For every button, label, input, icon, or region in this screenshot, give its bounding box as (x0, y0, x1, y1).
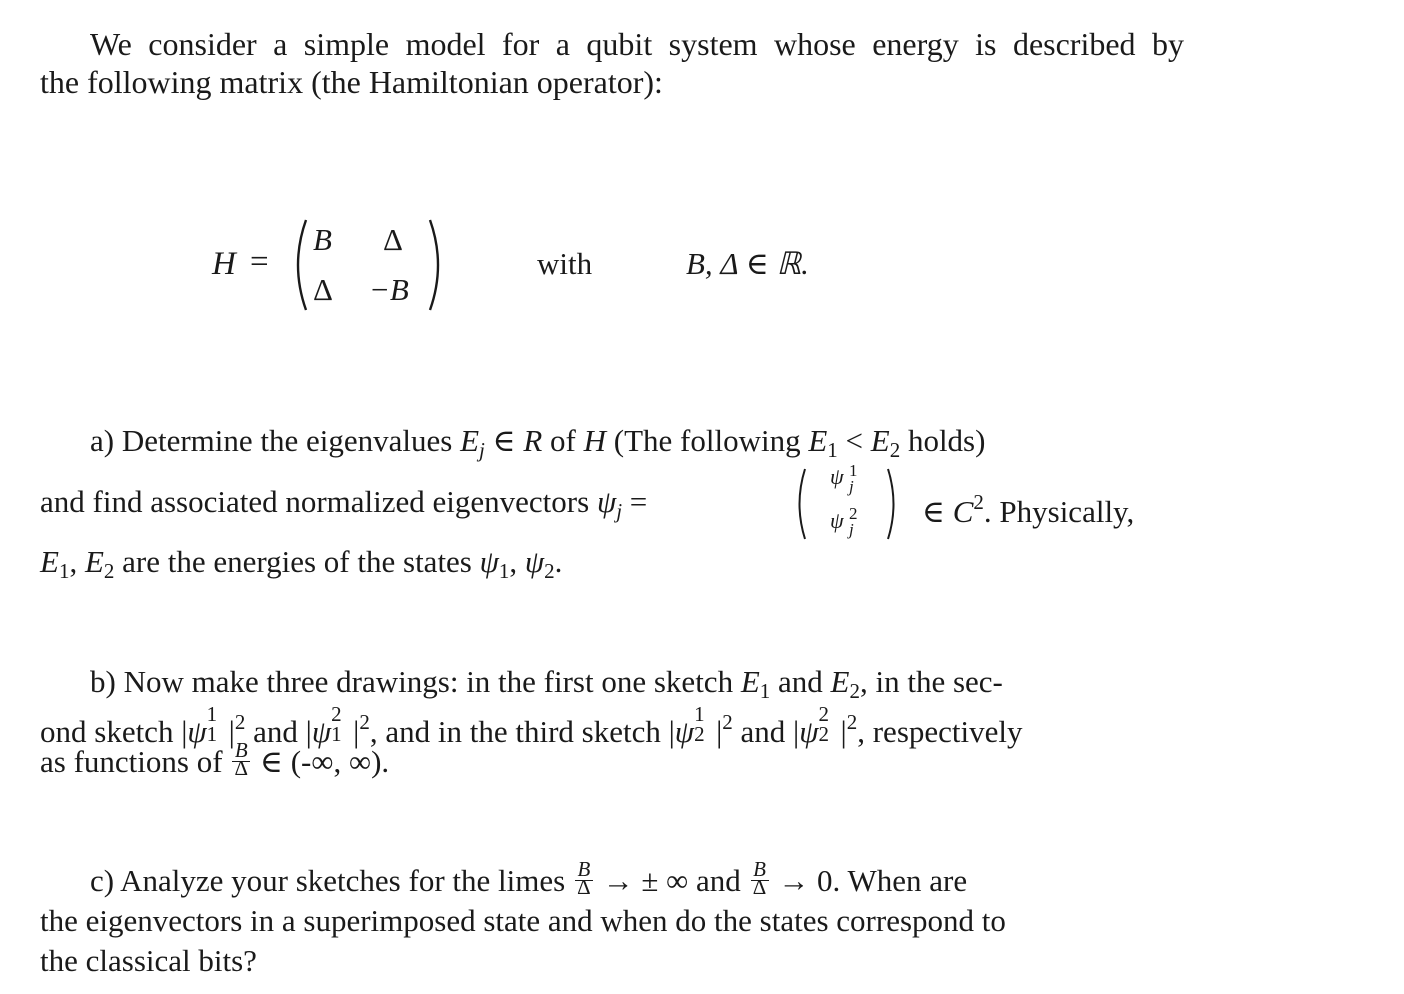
part-c-line-2: the eigenvectors in a superimposed state and when do the states correspond to (40, 903, 1006, 938)
matrix-cell-11: B (313, 222, 332, 257)
matrix-cell-22: −B (369, 272, 409, 307)
part-b-line-1: b) Now make three drawings: in the first one sketch $E_1$ and $E_2$, in the sec- (90, 664, 1003, 703)
fraction-b-over-delta-2: $\frac{B}{\Delta}$ (749, 861, 771, 901)
with-word: with (537, 246, 593, 281)
vector-entry-bottom-sup: 2 (849, 504, 858, 523)
vector-entry-top-sup: 1 (849, 461, 858, 480)
part-c-line-1: c) Analyze your sketches for the limes $\frac{B}{\Delta}$ → ± ∞ and $\frac{B}{\Delta}$ → 0. When are (90, 857, 968, 899)
matrix-cell-12: Δ (383, 222, 403, 257)
intro-line-1 (90, 24, 1184, 64)
vector-left-paren (790, 466, 810, 542)
vector-entry-top-sub: j (849, 477, 854, 496)
matrix-lhs: H (212, 246, 236, 282)
fraction-b-over-delta-1: $\frac{B}{\Delta}$ (573, 861, 595, 901)
part-a-line-2-end: ∈ $C^2$. Physically, (922, 490, 1135, 529)
part-c-line-3: the classical bits? (40, 943, 257, 978)
vector-right-paren (883, 466, 903, 542)
matrix-cell-21: Δ (313, 272, 333, 307)
vector-entry-bottom: ψ (830, 508, 844, 533)
vector-entry-top: ψ (830, 464, 844, 489)
parameter-condition: B, Δ ∈ ℝ. (686, 246, 809, 281)
intro-line-2: the following matrix (the Hamiltonian operator): (40, 64, 663, 100)
part-a-line-2: and find associated normalized eigenvectors ψj = (40, 484, 648, 523)
fraction-b-over-delta: $\frac{B}{\Delta}$ (230, 742, 252, 782)
part-b-line-3: as functions of $\frac{B}{\Delta}$ ∈ (-∞, ∞). (40, 738, 390, 780)
part-a-line-1: a) Determine the eigenvalues Ej ∈ R of H (The following $E_1 < E_2$ holds) (90, 423, 986, 462)
matrix-left-paren (286, 217, 312, 313)
matrix-right-paren (424, 217, 450, 313)
part-b-line-2: ond sketch |ψ 1 1 $|^2$ and |ψ 2 1 $|^2$, and in the third sketch |ψ 1 2 $|^2$ and |ψ 2 2 $|^2$, respectively (40, 702, 1023, 749)
vector-entry-bottom-sub: j (849, 520, 854, 539)
matrix-equals: = (250, 244, 269, 280)
part-a-line-3: $E_1$, $E_2$ are the energies of the states $\psi_1$, $\psi_2$. (40, 544, 563, 583)
intro-text-1: We consider a simple model for a qubit system whose energy is described by (90, 26, 1184, 62)
